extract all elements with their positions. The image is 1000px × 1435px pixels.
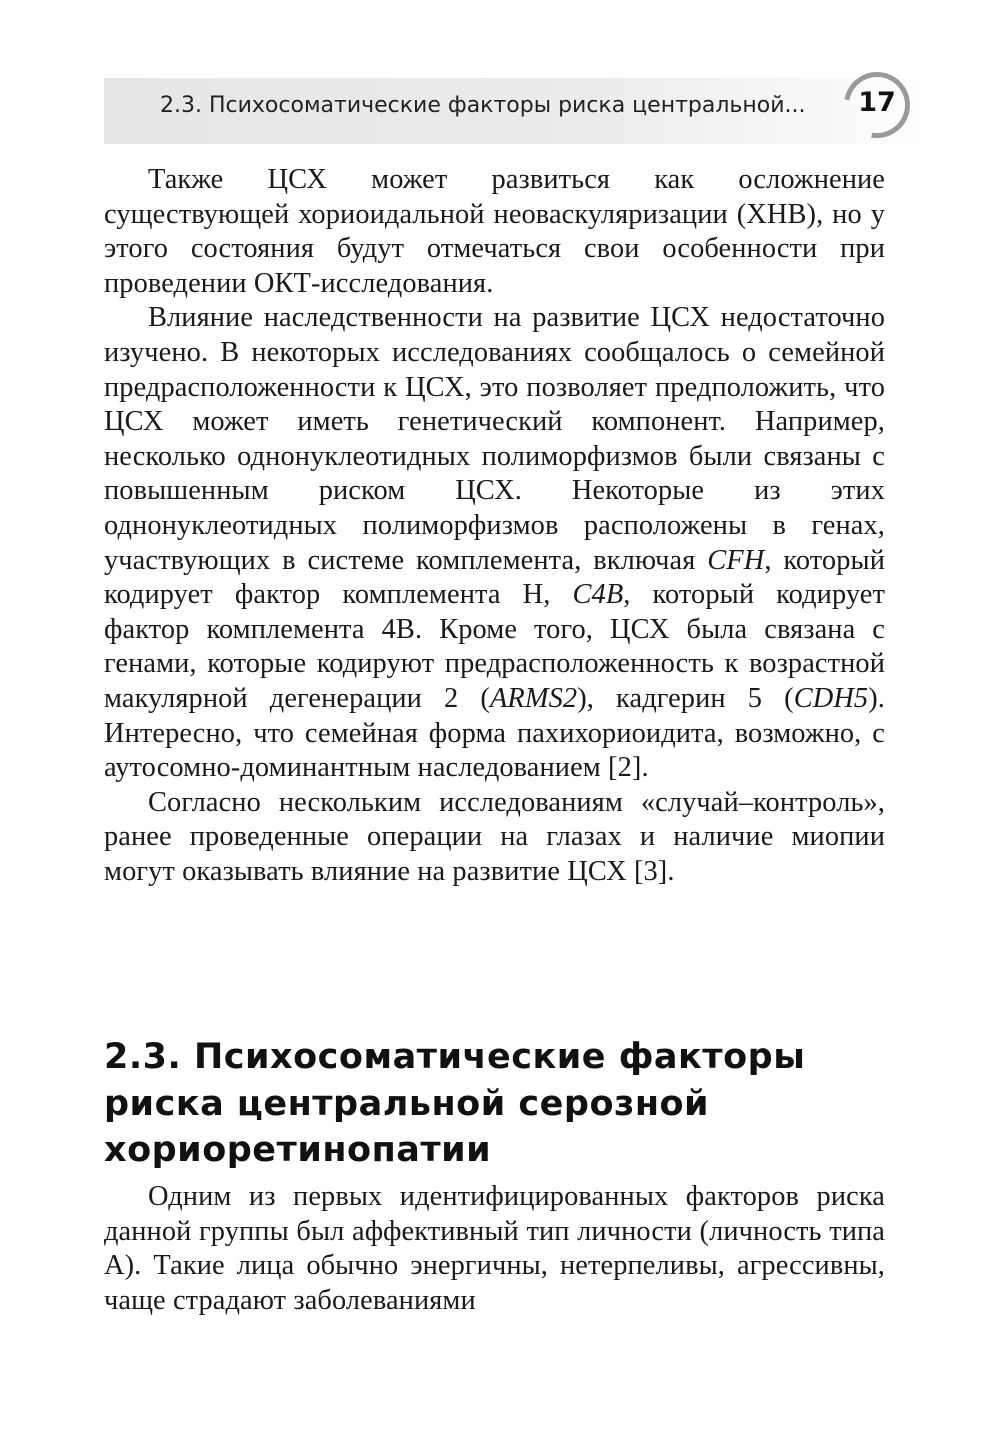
section-heading-line-1: 2.3. Психосоматические факторы [104,1037,806,1077]
paragraph-personality-type: Одним из первых идентифицированных факторов риска данной группы был аффективный тип личности (личность типа А). Такие лица обычно энергичны, нетерпеливы, агрессивны, чаще страдают заболеваниями [104,1181,885,1316]
gene-c4b: C4B [572,579,624,611]
paragraph-csc-complication: Также ЦСХ может развиться как осложнение существующей хориоидальной неоваскуляризации (ХНВ), но у этого состояния будут отмечаться свои особенности при проведении ОКТ-исследования. [104,164,885,299]
page-number: 17 [858,87,896,118]
running-header [104,78,930,144]
heredity-text-2: , который кодирует фактор комплемента Н, [104,544,885,611]
gene-cdh5: CDH5 [793,682,869,714]
heredity-text-5: ). Интересно, что семейная форма пахихориоидита, возможно, с аутосомно-доминантным наследованием [2]. [104,682,885,784]
section-heading-line-3: хориоретинопатии [104,1130,492,1170]
running-title: 2.3. Психосоматические факторы риска центральной... [160,93,806,118]
gene-cfh: CFH [707,544,765,576]
gene-arms2: ARMS2 [489,682,578,714]
heredity-text-3: , который кодирует фактор комплемента 4В. Кроме того, ЦСХ была связана с генами, которые кодируют предрасположенность к возрастной макулярной дегенерации 2 ( [104,579,885,714]
body-text-lower [104,1180,885,1318]
paragraph-heredity [104,301,885,785]
section-heading-line-2: риска центральной серозной [104,1083,710,1124]
heredity-text-1: Влияние наследственности на развитие ЦСХ недостаточно изучено. В некоторых исследованиях сообщалось о семейной предрасположенности к ЦСХ, это позволяет предположить, что ЦСХ может иметь генетический компонент. Например, несколько однонуклеотидных полиморфизмов были связаны с повышенным риском ЦСХ. Некоторые из этих однонуклеотидных полиморфизмов расположены в генах, участвующих в системе комплемента, включая [104,302,885,576]
heredity-text-4: ), кадгерин 5 ( [577,682,794,714]
paragraph-case-control: Согласно нескольким исследованиям «случай–контроль», ранее проведенные операции на глазах и наличие миопии могут оказывать влияние на развитие ЦСХ [3]. [104,786,885,887]
section-heading [104,1034,904,1174]
body-text-upper [104,163,885,889]
